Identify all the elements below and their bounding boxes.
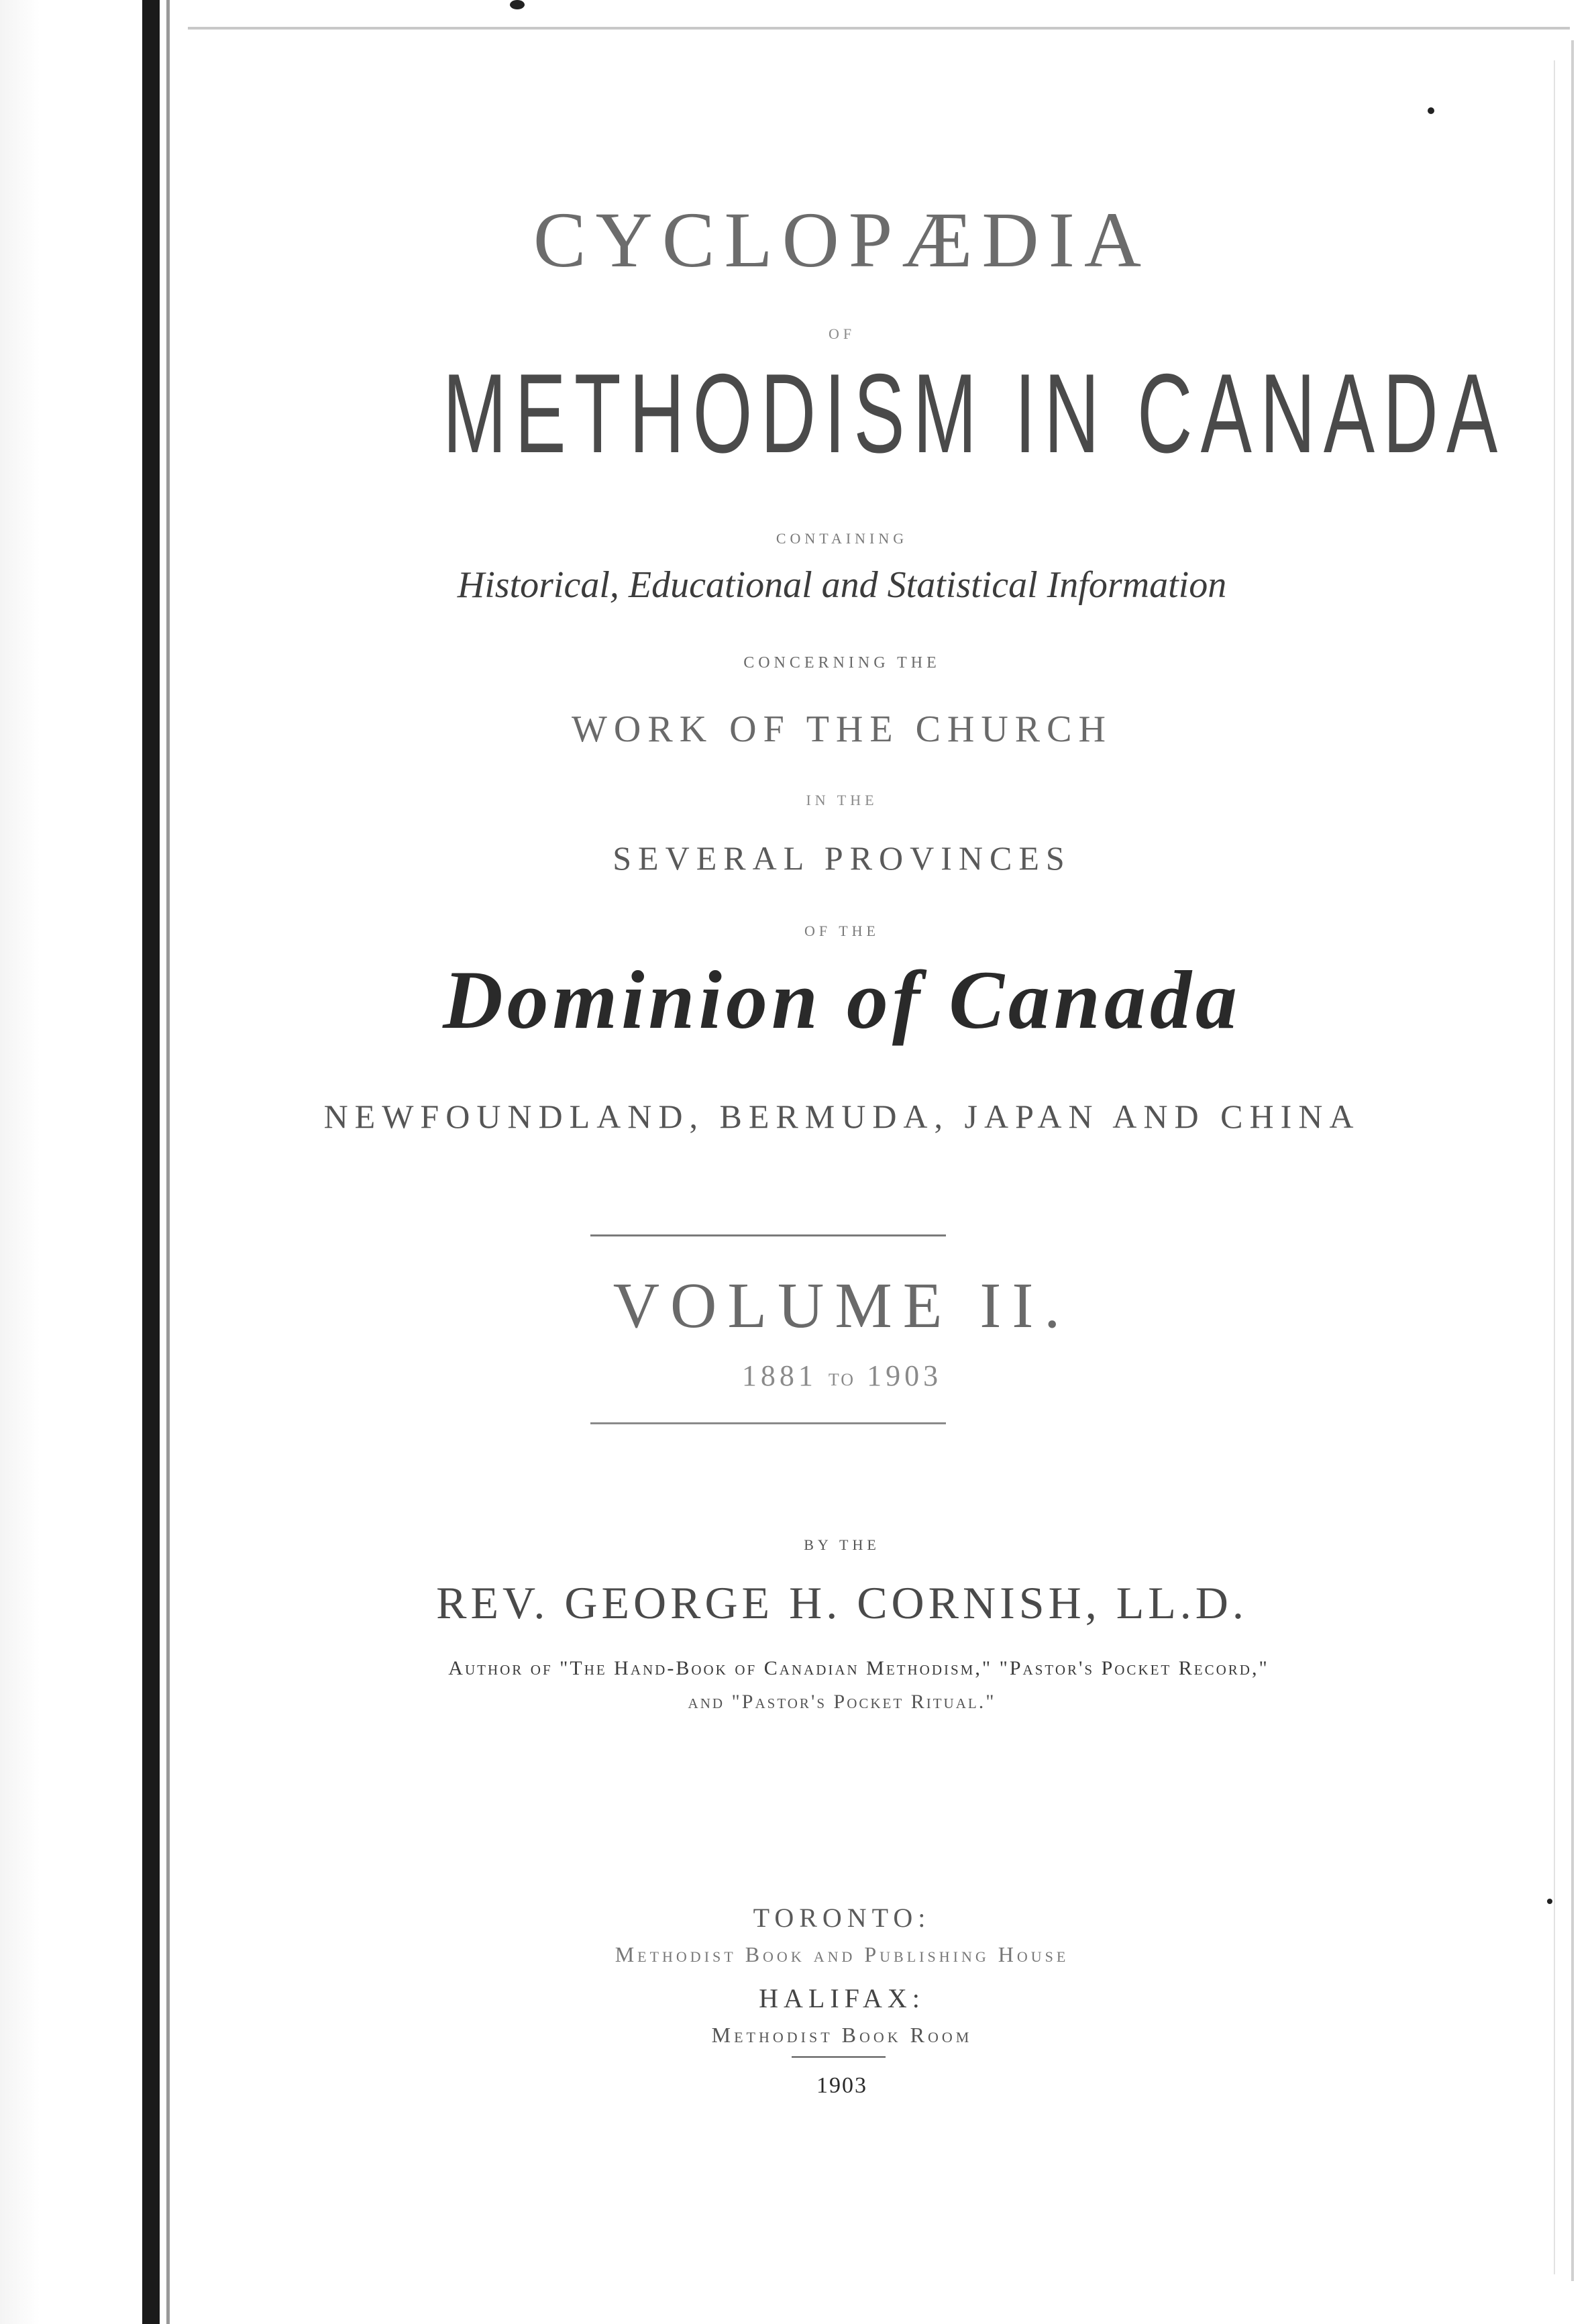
ink-speck: [1547, 1899, 1552, 1904]
author-works-line-2: and "Pastor's Pocket Ritual.": [688, 1691, 996, 1713]
binding-edge: [142, 0, 160, 2324]
page-edge-right-inner: [1554, 60, 1555, 2274]
title-line-2: METHODISM IN CANADA: [443, 350, 1506, 476]
year-range-start: 1881: [741, 1359, 817, 1392]
year-range-end: 1903: [867, 1359, 943, 1392]
binding-edge-inner: [166, 0, 170, 2324]
imprint-publisher-2: Methodist Book Room: [711, 2023, 973, 2047]
provinces-line: SEVERAL PROVINCES: [613, 839, 1071, 877]
territories-line: NEWFOUNDLAND, BERMUDA, JAPAN AND CHINA: [323, 1098, 1361, 1135]
in-the-label: IN THE: [806, 792, 878, 808]
ink-speck: [510, 0, 525, 9]
divider-rule: [590, 1234, 946, 1236]
volume-label: VOLUME II.: [613, 1269, 1071, 1341]
subject-line: Historical, Educational and Statistical Information: [457, 564, 1227, 606]
divider-rule: [590, 1422, 946, 1424]
ink-speck: [1428, 107, 1434, 114]
year-range-to: TO: [828, 1370, 856, 1389]
of-the-label: OF THE: [804, 922, 880, 939]
spine-shadow: [0, 0, 40, 2324]
imprint-publisher-1: Methodist Book and Publishing House: [615, 1942, 1069, 1966]
imprint-rule: [792, 2056, 886, 2058]
imprint-city-1: TORONTO:: [753, 1903, 931, 1933]
year-range: [255, 1359, 1429, 1393]
imprint-city-2: HALIFAX:: [759, 1983, 925, 2013]
containing-label: CONTAINING: [776, 530, 908, 547]
title-page: [255, 181, 1506, 2127]
author-works-line-1: Author of "The Hand-Book of Canadian Methodism," "Pastor's Pocket Record,": [448, 1657, 1269, 1679]
concerning-label: CONCERNING THE: [743, 654, 941, 672]
page-edge-top: [188, 27, 1570, 30]
title-line-1: CYCLOPÆDIA: [533, 196, 1151, 284]
page-edge-right: [1571, 40, 1574, 2281]
by-the-label: BY THE: [804, 1536, 880, 1553]
author-name: REV. GEORGE H. CORNISH, LL.D.: [436, 1577, 1248, 1628]
publication-year: 1903: [816, 2073, 867, 2098]
dominion-line: Dominion of Canada: [443, 954, 1241, 1046]
work-line: WORK OF THE CHURCH: [572, 708, 1112, 750]
title-connector-of: OF: [828, 325, 856, 342]
